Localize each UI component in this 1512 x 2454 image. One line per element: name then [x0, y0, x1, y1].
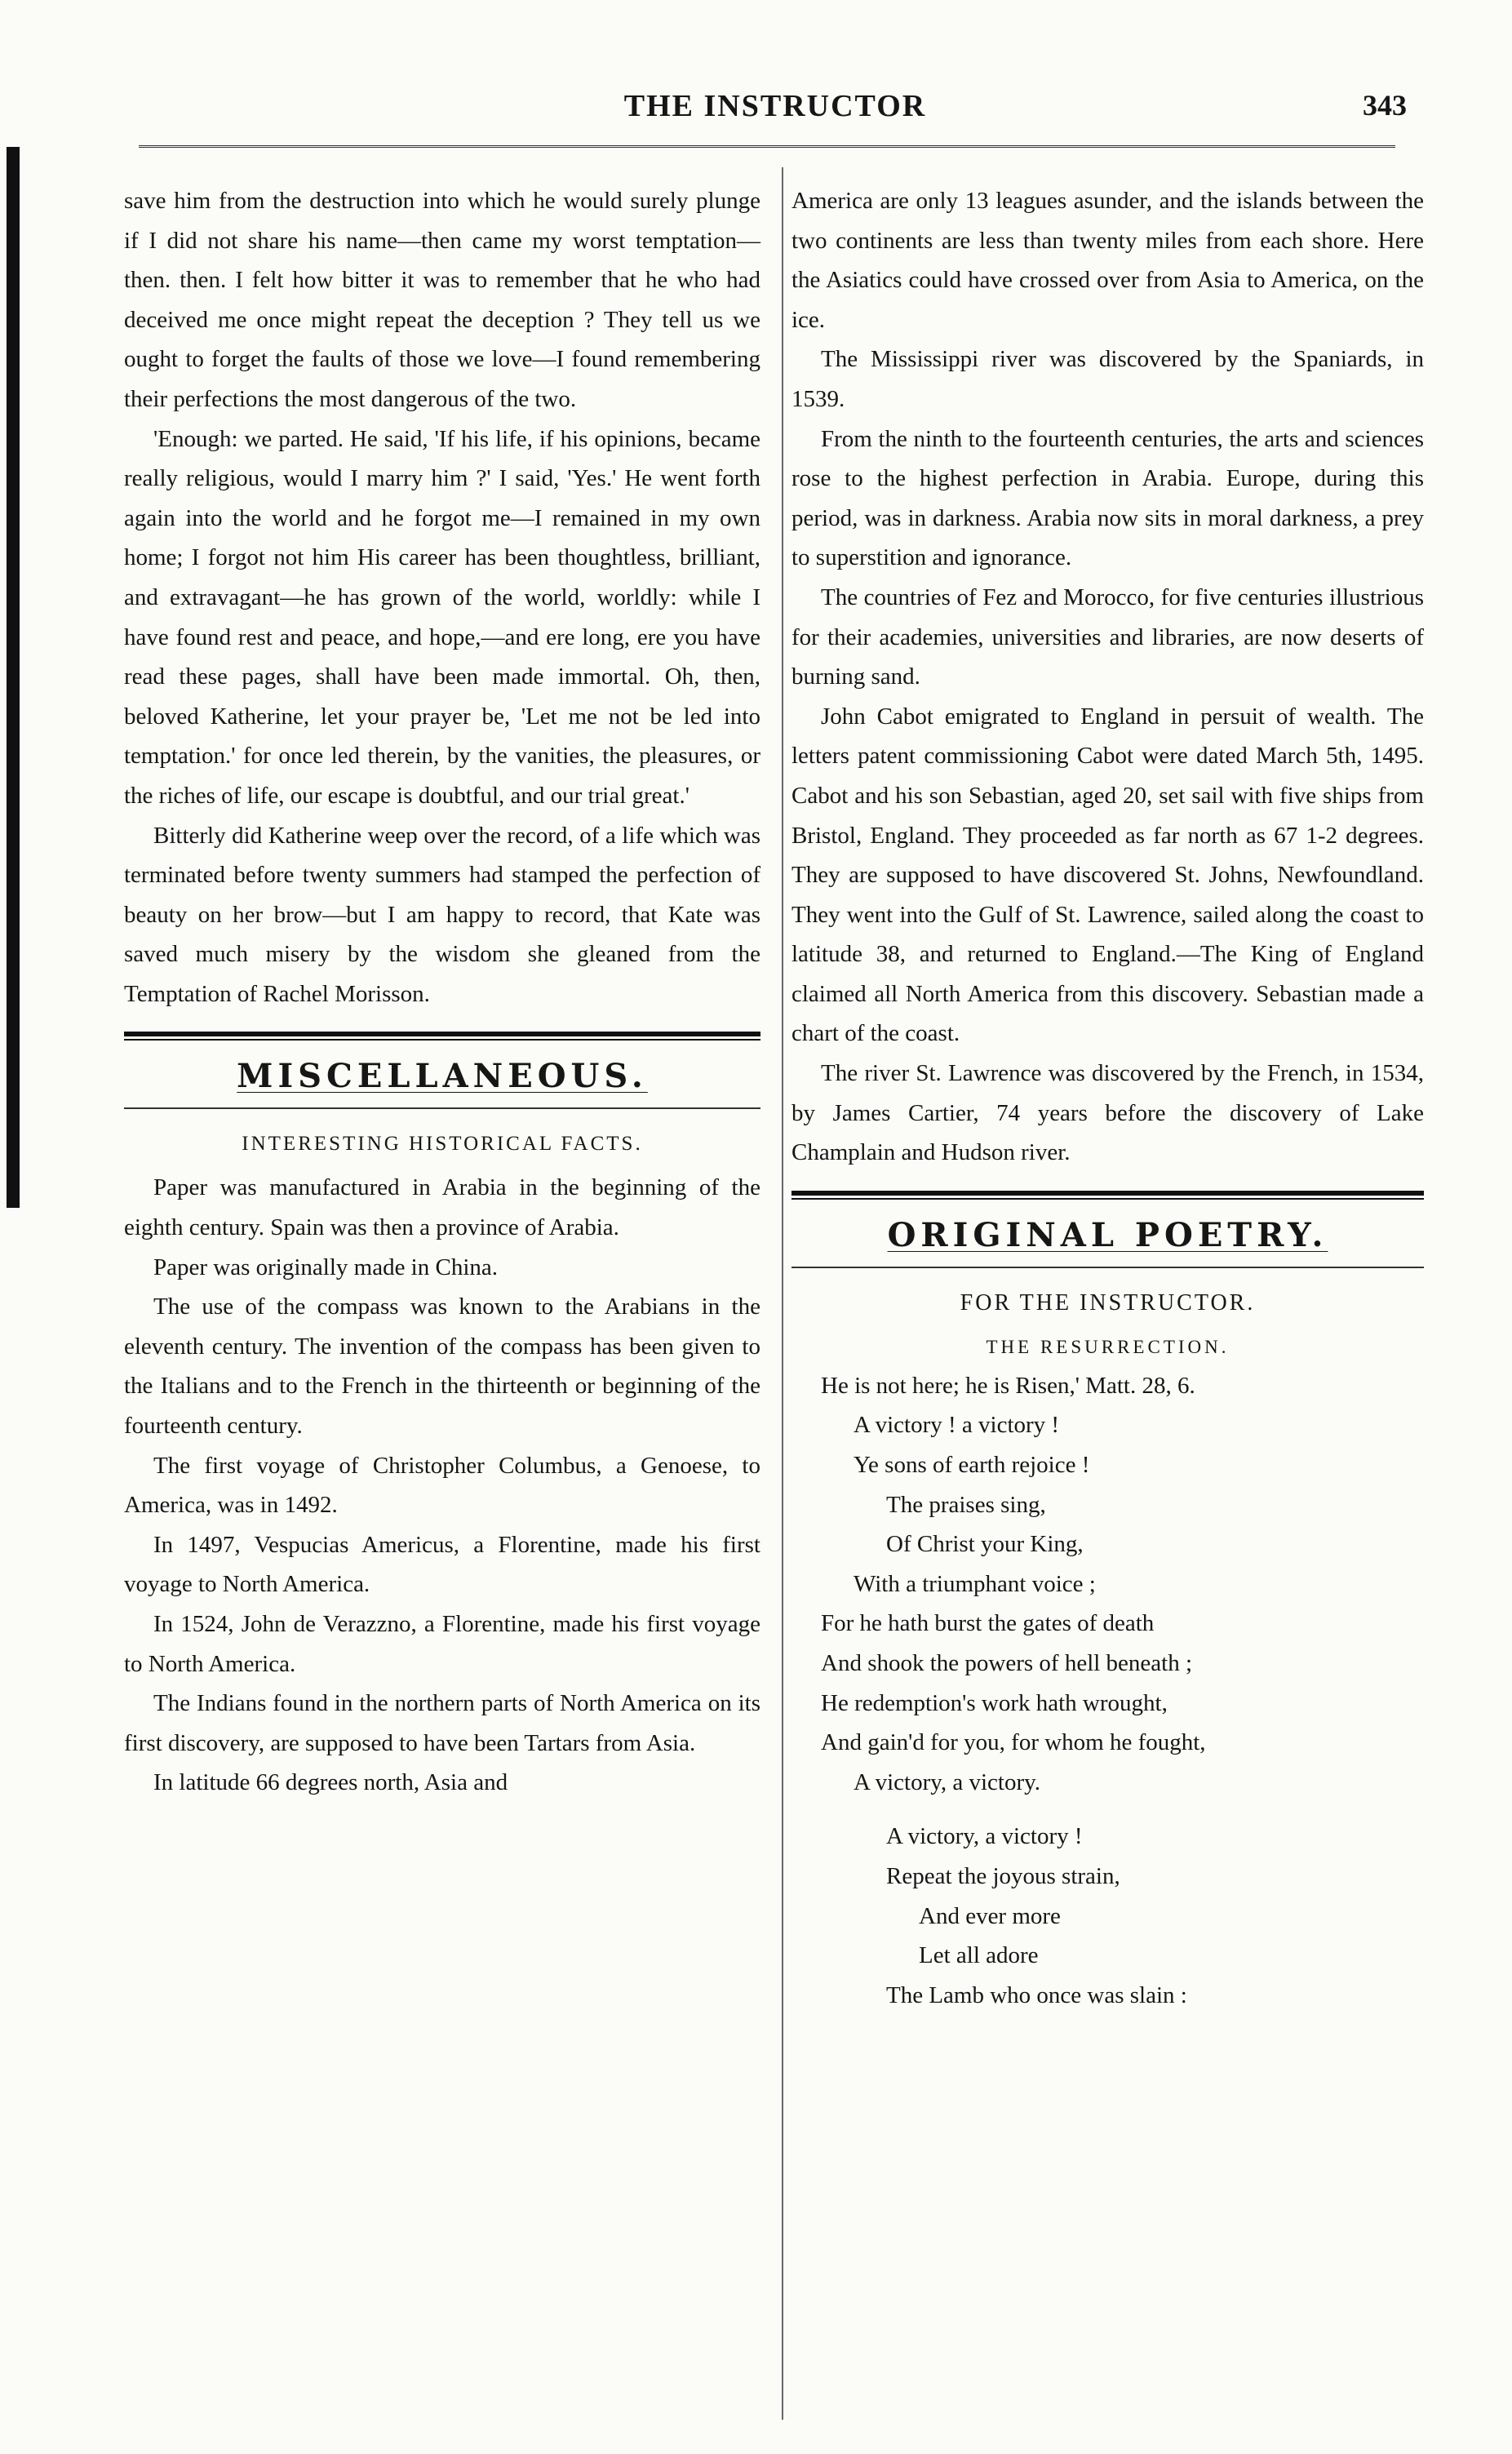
fact-paragraph: The use of the compass was known to the Arabians in the eleventh century. The invention of the compass has been given to the Italians and to the French in the thirteenth or beginning of the fourteenth century. [124, 1294, 760, 1440]
section-rule [791, 1191, 1424, 1200]
section-rule [124, 1032, 760, 1041]
section-heading-original-poetry: ORIGINAL POETRY. [887, 1215, 1328, 1254]
fact-paragraph: Paper was originally made in China. [153, 1254, 499, 1280]
poem-stanza [791, 1405, 1424, 1802]
left-column [124, 181, 760, 1803]
for-the-instructor-line: FOR THE INSTRUCTOR. [960, 1289, 1256, 1316]
poem-line: Of Christ your King, [886, 1531, 1084, 1558]
fact-paragraph: The Mississippi river was discovered by the Spaniards, in 1539. [791, 346, 1424, 412]
margin-ink-bar [7, 147, 20, 1208]
running-title: THE INSTRUCTOR [623, 89, 927, 123]
poem-line: Ye sons of earth rejoice ! [854, 1452, 1090, 1479]
thin-rule [791, 1267, 1424, 1268]
thin-rule [124, 1107, 760, 1109]
poem-line: And ever more [919, 1902, 1061, 1929]
poem-epigraph: He is not here; he is Risen,' Matt. 28, 6. [821, 1372, 1195, 1399]
fact-paragraph: The countries of Fez and Morocco, for five centuries illustrious for their academies, universities and libraries, are now deserts of burning sand. [791, 584, 1424, 690]
story-paragraph: save him from the destruction into which he would surely plunge if I did not share his name—then came my worst temptation—then. then. I felt how bitter it was to remember that he who had deceived me once might repeat the deception ? They tell us we ought to forget the faults of those we love—I found remembering their perfections the most dangerous of the two. [124, 188, 760, 412]
story-paragraph: Bitterly did Katherine weep over the record, of a life which was terminated before twenty summers had stamped the perfection of beauty on her brow—but I am happy to record, that Kate was saved much misery by the wisdom she gleaned from the Temptation of Rachel Morisson. [124, 822, 760, 1007]
poem-line: And shook the powers of hell beneath ; [821, 1650, 1193, 1676]
fact-paragraph: The river St. Lawrence was discovered by the French, in 1534, by James Cartier, 74 years before the discovery of Lake Champlain and Hudson river. [791, 1060, 1424, 1166]
stanza-gap [791, 1802, 1424, 1817]
poem-stanza [791, 1817, 1424, 2015]
poem-line: The praises sing, [886, 1491, 1046, 1518]
poem-line: A victory ! a victory ! [854, 1412, 1060, 1439]
poem-line: For he hath burst the gates of death [821, 1610, 1155, 1637]
poem-line: Repeat the joyous strain, [886, 1862, 1120, 1889]
poem-line: He redemption's work hath wrought, [821, 1689, 1168, 1716]
fact-paragraph: In latitude 66 degrees north, Asia and [153, 1769, 508, 1796]
sub-heading-historical-facts: INTERESTING HISTORICAL FACTS. [242, 1133, 643, 1156]
poem-title: THE RESURRECTION. [986, 1336, 1230, 1357]
fact-paragraph: In 1497, Vespucias Americus, a Florentine, made his first voyage to North America. [124, 1531, 760, 1598]
poem-line: Let all adore [919, 1942, 1039, 1969]
fact-paragraph: The first voyage of Christopher Columbus, a Genoese, to America, was in 1492. [124, 1452, 760, 1519]
column-divider [782, 167, 783, 2420]
fact-paragraph: America are only 13 leagues asunder, and the islands between the two continents are less than twenty miles from each shore. Here the Asiatics could have crossed over from Asia to America, on the ice. [791, 188, 1424, 333]
header-rule [139, 145, 1395, 148]
section-heading-miscellaneous: MISCELLANEOUS. [237, 1057, 648, 1096]
poem-line: With a triumphant voice ; [854, 1570, 1096, 1597]
right-column [791, 181, 1424, 2015]
story-paragraph: 'Enough: we parted. He said, 'If his life, if his opinions, became really religious, would I marry him ?' I said, 'Yes.' He went forth again into the world and he forgot me—I remained in my own home; I forgot not him His career has been thoughtless, brilliant, and extravagant—he has grown of the world, worldly: while I have found rest and peace, and hope,—and ere long, ere you have read these pages, shall have been made immortal. Oh, then, beloved Katherine, let your prayer be, 'Let me not be led into temptation.' for once led therein, by the vanities, the pleasures, or the riches of life, our escape is doubtful, and our trial great.' [124, 425, 760, 809]
fact-paragraph: John Cabot emigrated to England in persuit of wealth. The letters patent commissioning Cabot were dated March 5th, 1495. Cabot and his son Sebastian, aged 20, set sail with five ships from Bristol, England. They proceeded as far north as 67 1-2 degrees. They are supposed to have discovered St. Johns, Newfoundland. They went into the Gulf of St. Lawrence, sailed along the coast to latitude 38, and returned to England.—The King of England claimed all North America from this discovery. Sebastian made a chart of the coast. [791, 703, 1424, 1047]
poem-line: A victory, a victory ! [886, 1823, 1083, 1850]
fact-paragraph: Paper was manufactured in Arabia in the beginning of the eighth century. Spain was then a province of Arabia. [124, 1174, 760, 1241]
poem-line: And gain'd for you, for whom he fought, [821, 1729, 1206, 1756]
fact-paragraph: The Indians found in the northern parts of North America on its first discovery, are supposed to have been Tartars from Asia. [124, 1690, 760, 1756]
fact-paragraph: From the ninth to the fourteenth centuries, the arts and sciences rose to the highest perfection in Arabia. Europe, during this period, was in darkness. Arabia now sits in moral darkness, a prey to superstition and ignorance. [791, 425, 1424, 571]
poem-line: A victory, a victory. [854, 1768, 1040, 1795]
fact-paragraph: In 1524, John de Verazzno, a Florentine, made his first voyage to North America. [124, 1611, 760, 1677]
poem-line: The Lamb who once was slain : [886, 1981, 1187, 2008]
page-number: 343 [1363, 89, 1407, 122]
running-head [0, 88, 1512, 129]
